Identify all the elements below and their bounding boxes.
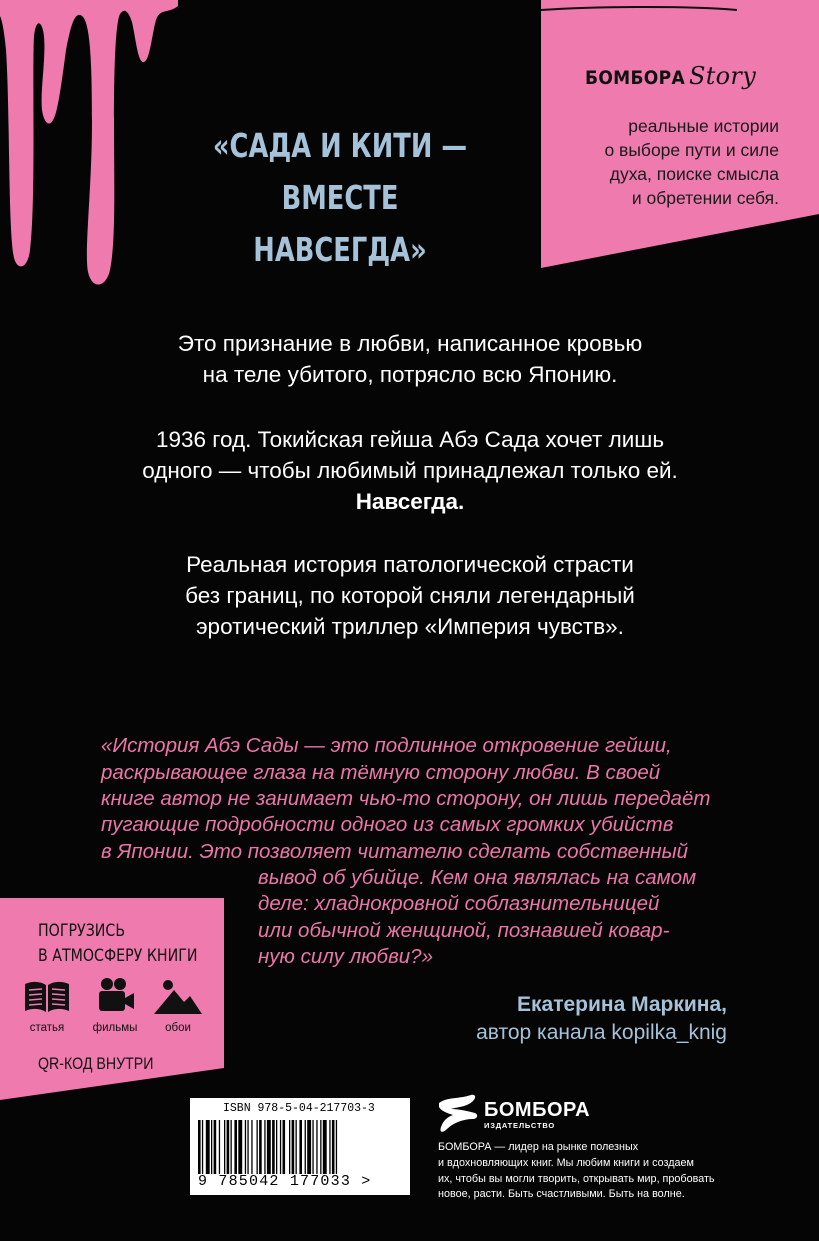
headline-quote bbox=[192, 120, 488, 276]
review-line: пугающие подробности одного из самых громких убийств bbox=[101, 813, 674, 836]
barcode-bar bbox=[292, 1120, 295, 1174]
qr-panel-title bbox=[38, 918, 197, 968]
review-author: Екатерина Маркина, bbox=[517, 993, 727, 1016]
barcode-bar bbox=[276, 1120, 277, 1174]
qr-title-line: В АТМОСФЕРУ КНИГИ bbox=[38, 946, 198, 965]
mountain-image-icon bbox=[154, 978, 202, 1014]
barcode-bar bbox=[231, 1120, 232, 1174]
body-line: на теле убитого, потрясло всю Японию. bbox=[202, 362, 618, 387]
publisher-desc-line: БОМБОРА — лидер на рынке полезных bbox=[438, 1141, 639, 1153]
series-banner bbox=[541, 0, 819, 268]
publisher-subtitle: ИЗДАТЕЛЬСТВО bbox=[484, 1121, 555, 1130]
barcode-bar bbox=[323, 1120, 327, 1174]
review-line: книге автор не занимает чью-то сторону, он лишь передаёт bbox=[101, 787, 711, 810]
barcode-bar bbox=[299, 1120, 302, 1174]
review-line: раскрывающее глаза на тёмную сторону любви. В своей bbox=[101, 761, 661, 784]
barcode-bar bbox=[336, 1120, 337, 1174]
barcode-bar bbox=[198, 1120, 201, 1174]
barcode-bar bbox=[264, 1120, 265, 1174]
body-paragraph-1 bbox=[60, 328, 760, 390]
barcode-bar bbox=[251, 1120, 252, 1174]
isbn-text: ISBN 978-5-04-217703-3 bbox=[223, 1102, 375, 1115]
barcode-bar bbox=[312, 1120, 313, 1174]
isbn-digits: 9 785042 177033 > bbox=[198, 1173, 372, 1190]
pink-drips-decoration bbox=[0, 0, 180, 300]
barcode-bar bbox=[332, 1120, 335, 1174]
series-underline bbox=[541, 0, 737, 14]
barcode-bar bbox=[267, 1120, 271, 1174]
qr-code-note: QR-КОД ВНУТРИ bbox=[38, 1055, 154, 1073]
barcode-bar bbox=[219, 1120, 220, 1174]
barcode-bar bbox=[280, 1120, 281, 1174]
body-line: Реальная история патологической страсти bbox=[186, 552, 634, 577]
review-line: «История Абэ Сады — это подлинное откровение гейши, bbox=[101, 734, 672, 757]
review-line: в Японии. Это позволяет читателю сделать собственный bbox=[101, 840, 689, 863]
review-line: или обычной женщиной, познавшей ковар- bbox=[258, 919, 670, 942]
publisher-desc-line: новое, расти. Быть счастливыми. Быть на волне. bbox=[438, 1188, 685, 1201]
series-desc-line: и обретении себя. bbox=[631, 188, 779, 208]
qr-item-label: фильмы bbox=[92, 1022, 138, 1034]
publisher-desc-line: их, чтобы вы могли творить, открывать мир, пробовать bbox=[438, 1172, 715, 1185]
barcode-bar bbox=[257, 1120, 258, 1174]
barcode-bar bbox=[272, 1120, 275, 1174]
barcode-bar bbox=[307, 1120, 311, 1174]
series-description bbox=[553, 114, 779, 210]
barcode-bar bbox=[320, 1120, 321, 1174]
body-line: одного — чтобы любимый принадлежал только ей. bbox=[142, 458, 678, 483]
body-line: эротический триллер «Империя чувств». bbox=[196, 614, 624, 639]
barcode-bar bbox=[234, 1120, 237, 1174]
body-line: без границ, по которой сняли легендарный bbox=[185, 583, 635, 608]
qr-promo-panel bbox=[0, 898, 224, 1100]
barcode-bar bbox=[238, 1120, 242, 1174]
movie-camera-icon bbox=[96, 976, 136, 1016]
barcode-bar bbox=[329, 1120, 330, 1174]
barcode-bar bbox=[316, 1120, 317, 1174]
barcode-bar bbox=[259, 1120, 262, 1174]
barcode-bar bbox=[202, 1120, 203, 1174]
barcode-bar bbox=[283, 1120, 286, 1174]
barcode-bar bbox=[211, 1120, 212, 1174]
series-brand-script: Story bbox=[688, 62, 757, 90]
series-desc-line: о выборе пути и силе bbox=[604, 140, 779, 160]
publisher-name: БОМБОРА bbox=[484, 1099, 591, 1121]
qr-item-label: статья bbox=[29, 1022, 65, 1034]
body-line: 1936 год. Токийская гейша Абэ Сада хочет лишь bbox=[155, 427, 665, 452]
series-desc-line: духа, поиске смысла bbox=[609, 164, 779, 184]
barcode-bar bbox=[247, 1120, 248, 1174]
isbn-barcode bbox=[190, 1098, 410, 1195]
series-desc-line: реальные истории bbox=[628, 116, 779, 136]
publisher-description bbox=[438, 1140, 748, 1203]
barcode-bar bbox=[289, 1120, 290, 1174]
body-emphasis: Навсегда. bbox=[355, 489, 465, 514]
barcode-bar bbox=[214, 1120, 217, 1174]
series-title bbox=[585, 62, 785, 90]
barcode-bar bbox=[227, 1120, 230, 1174]
review-line: ную силу любви?» bbox=[258, 945, 433, 968]
headline-line: ВМЕСТЕ НАВСЕГДА» bbox=[253, 178, 427, 269]
review-line: деле: хладнокровной соблазнительницей bbox=[258, 892, 660, 915]
barcode-bar bbox=[206, 1120, 210, 1174]
body-paragraph-2 bbox=[60, 424, 760, 517]
series-brand: БОМБОРА bbox=[585, 67, 685, 89]
review-line: вывод об убийце. Кем она являлась на самом bbox=[258, 866, 697, 889]
qr-title-line: ПОГРУЗИСЬ bbox=[38, 921, 126, 940]
body-line: Это признание в любви, написанное кровью bbox=[177, 331, 643, 356]
barcode-bar bbox=[305, 1120, 306, 1174]
review-author-role: автор канала kopilka_knig bbox=[476, 1021, 727, 1044]
publisher-desc-line: и вдохновляющих книг. Мы любим книги и создаем bbox=[438, 1156, 694, 1169]
headline-line: «САДА И КИТИ — bbox=[212, 126, 468, 165]
barcode-bar bbox=[296, 1120, 297, 1174]
barcode-bar bbox=[245, 1120, 246, 1174]
barcode-bars bbox=[198, 1120, 388, 1174]
body-paragraph-3 bbox=[60, 549, 760, 642]
book-icon bbox=[22, 978, 72, 1016]
barcode-bar bbox=[224, 1120, 225, 1174]
qr-item-label: обои bbox=[165, 1022, 191, 1034]
